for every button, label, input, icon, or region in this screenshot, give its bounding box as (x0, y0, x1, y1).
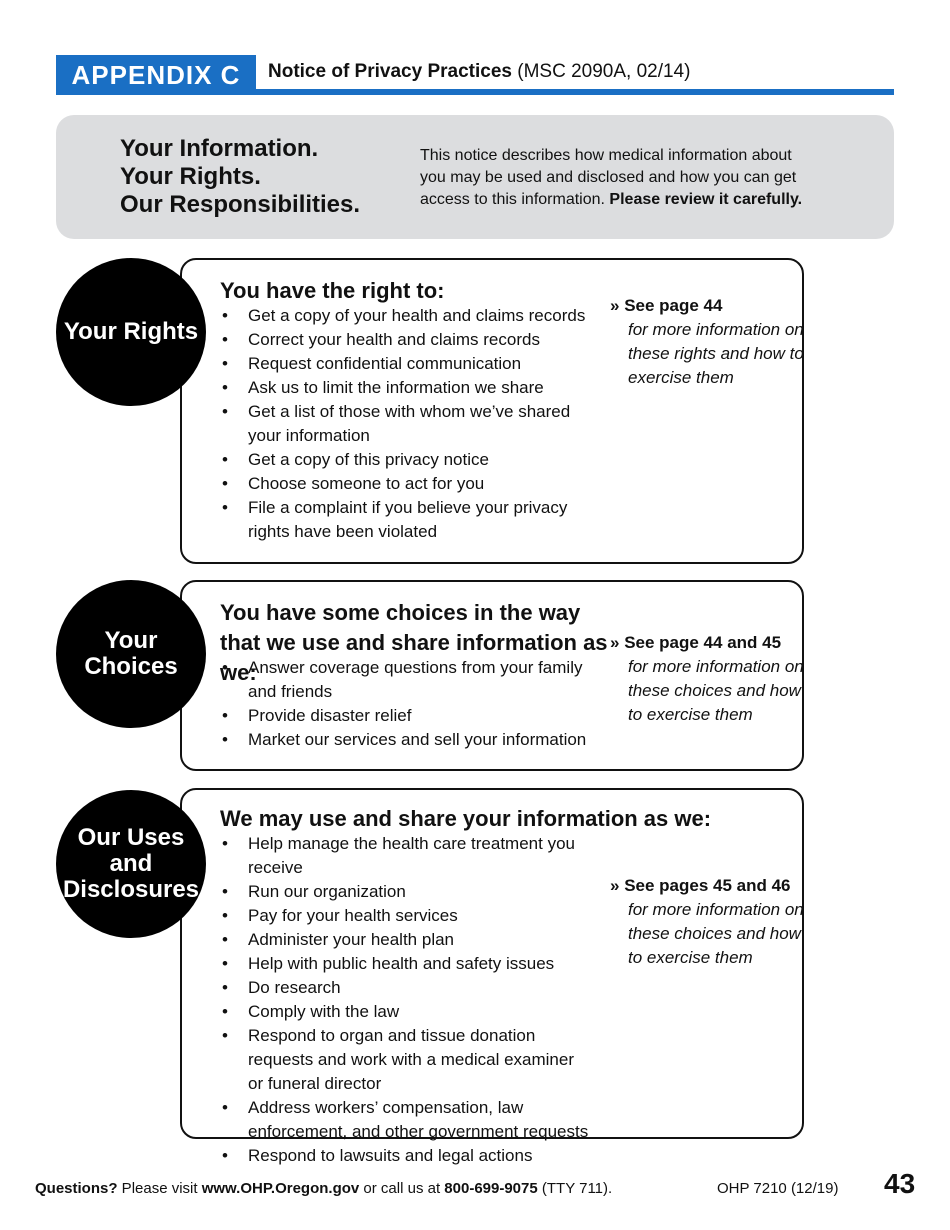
list-item: • Pay for your health services (220, 904, 590, 928)
list-item: • Answer coverage questions from your family and friends (220, 656, 590, 704)
choices-heading: You have some choices in the way that we use and share information as we: (220, 600, 608, 685)
banner-heading (120, 135, 360, 219)
list-item: • Ask us to limit the information we share (220, 376, 590, 400)
footer-questions (35, 1180, 612, 1197)
appendix-badge: APPENDIX C (56, 55, 256, 95)
see-page-note: for more information on these choices and how to exercise them (628, 657, 804, 724)
footer-text: or call us at (359, 1180, 445, 1197)
rights-list (220, 304, 590, 544)
banner-description-emphasis: Please review it carefully. (609, 191, 803, 208)
choices-list (220, 656, 590, 752)
intro-banner (56, 115, 894, 239)
phone-number[interactable]: 800-699-9075 (444, 1180, 538, 1197)
page-number: 43 (884, 1168, 916, 1199)
see-page-ref (610, 874, 810, 898)
list-item: • File a complaint if you believe your privacy rights have been violated (220, 496, 590, 544)
list-item: • Respond to lawsuits and legal actions (220, 1144, 590, 1168)
banner-description (420, 145, 820, 211)
banner-description-text: This notice describes how medical information about you may be used and disclosed and how you can get access to this information. (420, 147, 797, 208)
list-item: • Market our services and sell your information (220, 728, 590, 752)
see-page-ref (610, 294, 810, 318)
title-code: (MSC 2090A, 02/14) (511, 61, 691, 82)
form-code: OHP 7210 (12/19) (717, 1180, 839, 1197)
banner-heading-line: Your Rights. (120, 163, 261, 190)
choices-section (180, 580, 804, 771)
list-item: • Choose someone to act for you (220, 472, 590, 496)
chevron-right-icon: » (610, 633, 625, 652)
banner-heading-line: Our Responsibilities. (120, 191, 361, 218)
list-item: • Correct your health and claims records (220, 328, 590, 352)
chevron-right-icon: » (610, 876, 625, 895)
document-title (268, 61, 690, 83)
choices-see-page (610, 631, 810, 727)
list-item: • Help manage the health care treatment you receive (220, 832, 590, 880)
see-page-text: See page 44 (624, 296, 723, 315)
list-item: • Run our organization (220, 880, 590, 904)
uses-circle: Our Uses and Disclosures (56, 790, 206, 938)
list-item: • Address workers’ compensation, law enforcement, and other government requests (220, 1096, 590, 1144)
rights-section (180, 258, 804, 564)
questions-label: Questions? (35, 1180, 118, 1197)
see-page-note: for more information on these rights and how to exercise them (628, 320, 804, 387)
uses-see-page (610, 874, 810, 970)
list-item: • Get a copy of your health and claims records (220, 304, 590, 328)
list-item: • Respond to organ and tissue donation requests and work with a medical examiner or funeral director (220, 1024, 590, 1096)
list-item: • Get a copy of this privacy notice (220, 448, 590, 472)
uses-section (180, 788, 804, 1165)
tty-text: (TTY 711). (537, 1180, 613, 1197)
appendix-header (56, 55, 894, 95)
see-page-note: for more information on these choices and how to exercise them (628, 900, 804, 967)
choices-circle: Your Choices (56, 580, 206, 728)
list-item: • Comply with the law (220, 1000, 590, 1024)
rights-circle: Your Rights (56, 258, 206, 406)
rights-heading: You have the right to: (220, 278, 445, 303)
list-item: • Get a list of those with whom we’ve shared your information (220, 400, 590, 448)
list-item: • Provide disaster relief (220, 704, 590, 728)
list-item: • Help with public health and safety issues (220, 952, 590, 976)
uses-heading: We may use and share your information as we: (220, 806, 712, 831)
title-bold: Notice of Privacy Practices (268, 61, 512, 82)
footer-text: Please visit (117, 1180, 202, 1197)
uses-list (220, 832, 590, 1168)
see-page-text: See page 44 and 45 (624, 633, 782, 652)
banner-heading-line: Your Information. (120, 135, 319, 162)
see-page-ref (610, 631, 810, 655)
chevron-right-icon: » (610, 296, 625, 315)
list-item: • Request confidential communication (220, 352, 590, 376)
list-item: • Administer your health plan (220, 928, 590, 952)
website-link[interactable]: www.OHP.Oregon.gov (201, 1180, 360, 1197)
rights-see-page (610, 294, 810, 390)
see-page-text: See pages 45 and 46 (624, 876, 791, 895)
list-item: • Do research (220, 976, 590, 1000)
